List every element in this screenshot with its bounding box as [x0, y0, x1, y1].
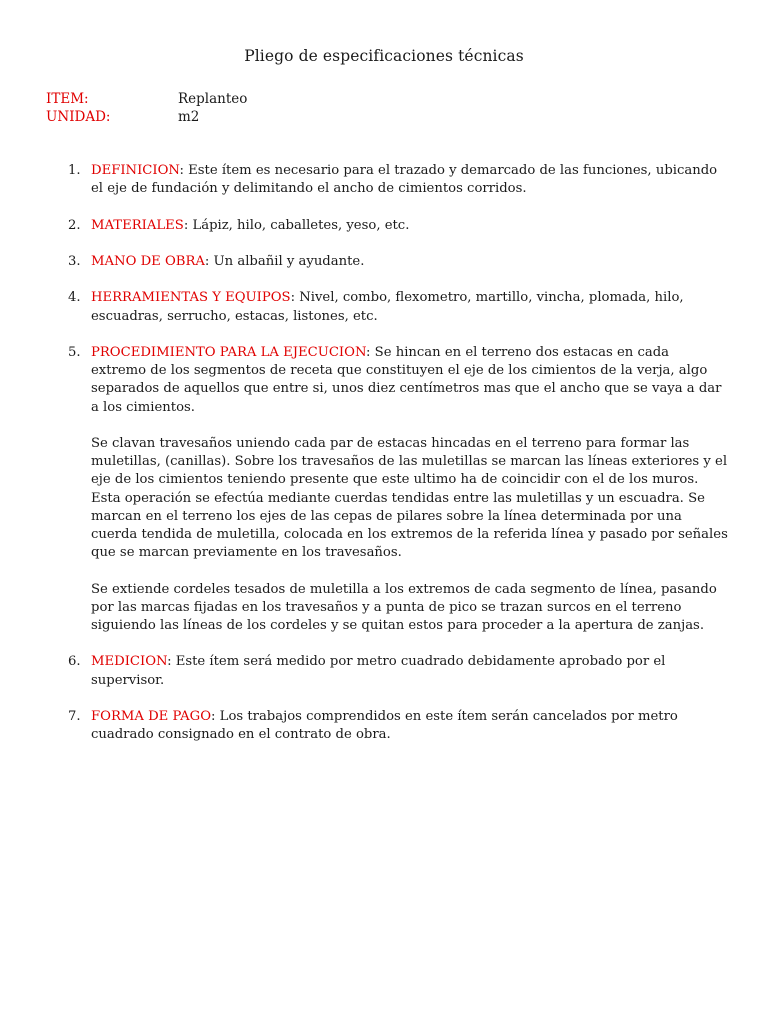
meta-row-unidad [46, 108, 247, 126]
spec-paragraph [91, 653, 728, 689]
spec-paragraph [91, 253, 728, 271]
spec-item-definicion [68, 162, 728, 198]
spec-item-number: 4. [68, 290, 81, 306]
meta-row-item [46, 90, 247, 108]
spec-item-heading: FORMA DE PAGO [91, 708, 212, 724]
spec-item-heading: HERRAMIENTAS Y EQUIPOS [91, 290, 291, 306]
spec-item-text: : Este ítem es necesario para el trazado y demarcado de las funciones, ubicando el eje de fundación y delimitando el ancho de cimientos corridos. [91, 163, 718, 197]
spec-item-text: : Nivel, combo, flexometro, martillo, vincha, plomada, hilo, escuadras, serrucho, estacas, listones, etc. [91, 290, 684, 324]
spec-paragraph [91, 162, 728, 198]
spec-item-procedimiento [68, 344, 728, 635]
spec-item-body [91, 708, 728, 744]
spec-item-body [91, 162, 728, 198]
spec-item-number: 1. [68, 163, 81, 178]
spec-paragraph [91, 289, 728, 325]
spec-item-heading: MEDICION [91, 654, 168, 670]
spec-paragraph: Se extiende cordeles tesados de muletilla a los extremos de cada segmento de línea, pasando por las marcas fijadas en los travesaños y a punta de pico se trazan surcos en el terreno siguiendo las líneas de los cordeles y se quitan estos para proceder a la apertura de zanjas. [91, 581, 717, 633]
spec-item-number: 7. [68, 708, 81, 724]
spec-item-heading: MANO DE OBRA [91, 253, 205, 269]
spec-item-text: : Un albañil y ayudante. [204, 253, 365, 269]
spec-item-forma-de-pago [68, 708, 728, 744]
meta-label-unidad: UNIDAD: [46, 109, 111, 125]
meta-value-unidad: m2 [178, 109, 200, 125]
spec-paragraph: Se clavan travesaños uniendo cada par de estacas hincadas en el terreno para formar las muletillas, (canillas). Sobre los travesaños de las muletillas se marcan las líneas exteriores y el eje de los cimientos teniendo presente que este ultimo ha de coincidir con el de los muros. Esta operación se efectúa mediante cuerdas tendidas entre las muletillas y un escuadra. Se marcan en el terreno los ejes de las cepas de pilares sobre la línea determinada por una cuerda tendida de muletilla, colocada en los extremos de la referida línea y pasado por señales que se marcan previamente en los travesaños. [91, 435, 728, 561]
spec-item-body [91, 653, 728, 689]
meta-label-item: ITEM: [46, 91, 89, 107]
spec-item-herramientas [68, 289, 728, 325]
spec-item-heading: DEFINICION [91, 163, 180, 178]
spec-item-body [91, 217, 728, 235]
spec-item-body [91, 344, 728, 635]
spec-item-number: 6. [68, 654, 81, 670]
document-meta [46, 90, 247, 126]
document-title: Pliego de especificaciones técnicas [244, 47, 524, 65]
spec-item-text: : Este ítem será medido por metro cuadrado debidamente aprobado por el supervisor. [91, 654, 666, 688]
spec-item-materiales [68, 217, 728, 235]
spec-item-number: 5. [68, 344, 81, 360]
spec-item-medicion [68, 653, 728, 689]
spec-item-number: 2. [68, 217, 81, 233]
spec-item-mano-de-obra [68, 253, 728, 271]
spec-item-text: : Los trabajos comprendidos en este ítem serán cancelados por metro cuadrado consignado en el contrato de obra. [91, 708, 678, 743]
spec-item-number: 3. [68, 253, 81, 269]
spec-item-text: : Lápiz, hilo, caballetes, yeso, etc. [183, 217, 410, 233]
spec-item-heading: PROCEDIMIENTO PARA LA EJECUCION [91, 344, 367, 360]
spec-paragraph [91, 708, 728, 744]
spec-list [68, 162, 728, 763]
spec-item-heading: MATERIALES [91, 217, 184, 233]
spec-paragraph [91, 217, 728, 235]
spec-item-text: : Se hincan en el terreno dos estacas en cada extremo de los segmentos de receta que constituyen el eje de los cimientos de la verja, algo separados de aquellos que entre si, unos diez centímetros mas que el ancho que se vaya a dar a los cimientos. [91, 344, 722, 415]
spec-item-body [91, 289, 728, 325]
meta-value-item: Replanteo [178, 91, 248, 107]
spec-item-body [91, 253, 728, 271]
spec-paragraph [91, 344, 728, 417]
